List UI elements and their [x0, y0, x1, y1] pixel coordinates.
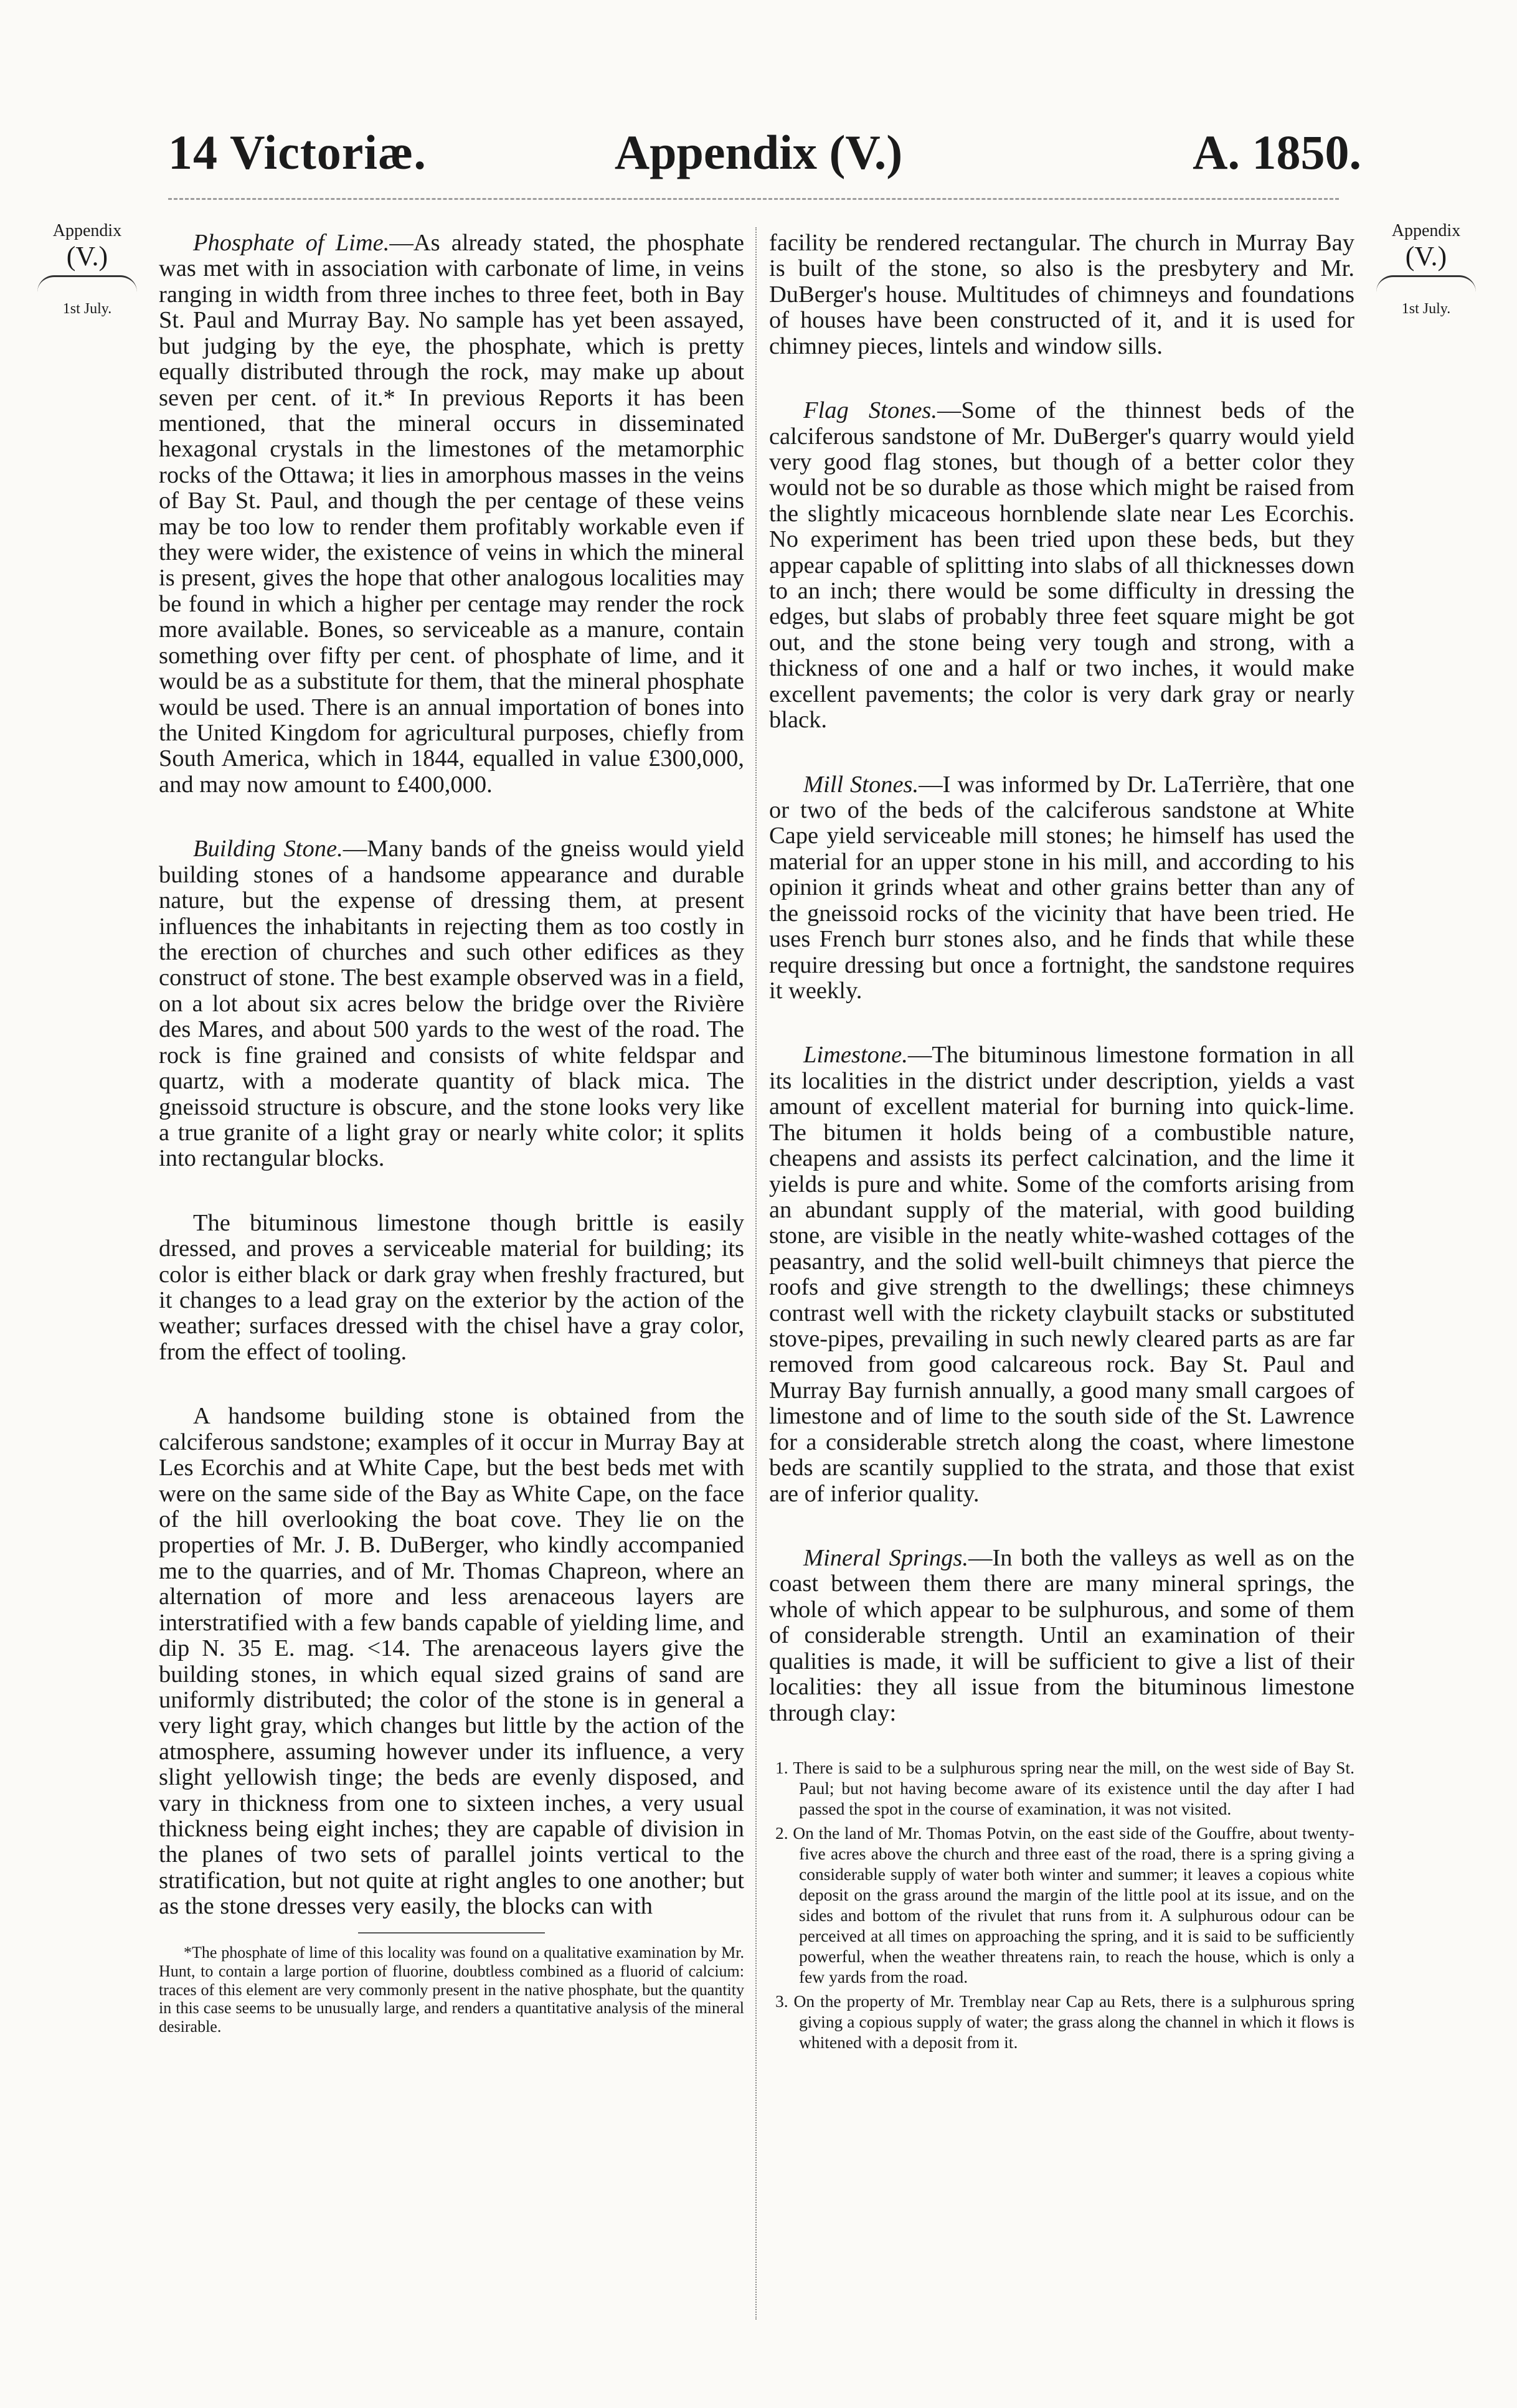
springs-list: [769, 1757, 1354, 2052]
paragraph-phosphate: [159, 230, 744, 798]
list-item: 1. There is said to be a sulphurous spring near the mill, on the west side of Bay St. Paul; but not having become aware of its existence until the day after I had passed the spot in the course of examination, it was not visited.: [775, 1757, 1354, 1818]
paragraph-text: —In both the valleys as well as on the coast between them there are many mineral springs, the whole of which appear to be sulphurous, and some of them of considerable strength. Until an examination of their qualities is made, it will be sufficient to give a list of their localities: they all issue from the bituminous limestone through clay:: [769, 1544, 1354, 1726]
list-item: 2. On the land of Mr. Thomas Potvin, on the east side of the Gouffre, about twenty-five acres above the church and three east of the road, there is a spring giving a considerable supply of water both winter and summer; it leaves a copious white deposit on the grass around the margin of the little pool at its issue, and on the sides and bottom of the rivulet that runs from it. A sulphurous odour can be perceived at all times on approaching the spring, and it is said to be sufficiently powerful, when the weather threatens rain, to reach the house, which is only a few yards from the road.: [775, 1823, 1354, 1986]
paragraph-text: —Some of the thinnest beds of the calciferous sandstone of Mr. DuBerger's quarry would yield very good flag stones, but though of a better color they would not be so durable as those which might be raised from the slightly micaceous hornblende slate near Les Ecorchis. No experiment has been tried upon these beds, but they appear capable of splitting into slabs of all thicknesses down to an inch; there would be some difficulty in dressing the edges, but slabs of probably three feet square might be got out, and the stone being very tough and strong, with a thickness of one and a half or two inches, it would make excellent pavements; the color is very dark gray or nearly black.: [769, 397, 1355, 734]
paragraph-mill-stones: [769, 772, 1354, 1004]
paragraph-handsome-stone: A handsome building stone is obtained from the calciferous sandstone; examples of it occur in Murray Bay at Les Ecorchis and at White Cape, but the best beds met with were on the same side of the Bay as White Cape, on the face of the hill overlooking the boat cove. They lie on the properties of Mr. J. B. DuBerger, who kindly accompanied me to the quarries, and of Mr. Thomas Chapreon, where an alternation of more and less arenaceous layers are interstratified with a few bands capable of yielding lime, and dip N. 35 E. mag. <14. The arenaceous layers give the building stones, in which equal sized grains of sand are uniformly distributed; the color of the stone is in general a very light gray, which changes but little by the action of the atmosphere, assuming however under its influence, a very slight yellowish tinge; the beds are evenly disposed, and vary in thickness from one to sixteen inches, a very usual thickness being eight inches; they are capable of division in the planes of two sets of parallel joints vertical to the stratification, but not quite at right angles to one another; but as the stone dresses very easily, the blocks can with: [159, 1403, 744, 1920]
footnote-text: *The phosphate of lime of this locality was found on a qualitative examination by Mr. Hunt, to contain a large portion of fluorine, doubtless combined as a fluorid of calcium: traces of this element are very commonly present in the native phosphate, but the quantity in this case seems to be unusually large, and renders a quantitative analysis of the mineral desirable.: [159, 1943, 744, 2036]
margin-appendix-label: Appendix: [52, 221, 122, 240]
paragraph-text: —As already stated, the phosphate was met with in association with carbonate of lime, in veins ranging in width from three inches to three feet, both in Bay St. Paul and Murray Bay. No sample has yet been assayed, but judging by the eye, the phosphate, which is pretty equally distributed through the rock, may make up about seven per cent. of it.* In previous Reports it has been mentioned, that the mineral occurs in disseminated hexagonal crystals in the limestones of the metamorphic rocks of the Ottawa; it lies in amorphous masses in the veins of Bay St. Paul, and though the per centage of these veins may be too low to render them profitably workable even if they were wider, the existence of veins in which the mineral is present, gives the hope that other analogous localities may be found in which a higher per centage may render the rock more available. Bones, so serviceable as a manure, contain something over fifty per cent. of phosphate of lime, and it would be as a substitute for them, that the mineral phosphate would be used. There is an annual importation of bones into the United Kingdom for agricultural purposes, chiefly from South America, which in 1844, equalled in value £300,000, and may now amount to £400,000.: [159, 230, 744, 798]
paragraph-text: —The bituminous limestone formation in all its localities in the district under description, yields a vast amount of excellent material for burning into quick-lime. The bitumen it holds being of a combustible nature, cheapens and assists its perfect calcination, and the lime it yields is pure and white. Some of the comforts arising from an abundant supply of the material, with good building stone, are visible in the neatly white-washed cottages of the peasantry, and the solid well-built chimneys that pierce the roofs and give strength to the dwellings; these chimneys contrast well with the rickety claybuilt stacks or substituted stove-pipes, prevailing in such newly cleared parts as are far removed from good calcareous rock. Bay St. Paul and Murray Bay furnish annually, a good many small cargoes of limestone and of lime to the south side of the St. Lawrence for a considerable stretch along the coast, where limestone beds are scantily supplied to the strata, and those that exist are of inferior quality.: [769, 1042, 1354, 1507]
margin-date: 1st July.: [62, 300, 112, 317]
header-volume: 14 Victoriæ.: [168, 125, 427, 179]
section-heading: Building Stone.: [193, 836, 343, 862]
header-title: Appendix (V.): [614, 125, 903, 179]
footnote: [159, 1932, 744, 2036]
section-heading: Mineral Springs.: [803, 1544, 968, 1571]
margin-note-left: [25, 221, 149, 318]
paragraph-bituminous: The bituminous limestone though brittle is easily dressed, and proves a serviceable material for building; its color is either black or dark gray when freshly fractured, but it changes to a lead gray on the exterior by the action of the weather; surfaces dressed with the chisel have a gray color, from the effect of tooling.: [159, 1209, 744, 1365]
margin-appendix-letter: (V.): [66, 241, 108, 272]
section-heading: Flag Stones.: [803, 397, 938, 424]
paragraph-text: —Many bands of the gneiss would yield building stones of a handsome appearance and durable nature, but the expense of dressing them, at present influences the inhabitants in rejecting them as too costly in the erection of churches and such other edifices as they construct of stone. The best example observed was in a field, on a lot about six acres below the bridge over the Rivière des Mares, and about 500 yards to the west of the road. The rock is fine grained and consists of white feldspar and quartz, with a moderate quantity of black mica. The gneissoid structure is obscure, and the stone looks very like a true granite of a light gray or nearly white color; it splits into rectangular blocks.: [159, 836, 744, 1172]
brace-mark: [1376, 275, 1476, 292]
header-year: A. 1850.: [1193, 125, 1361, 179]
column-divider: [755, 227, 757, 2320]
list-item: 3. On the property of Mr. Tremblay near Cap au Rets, there is a sulphurous spring giving a copious supply of water; the grass along the channel in which it flows is whitened with a deposit from it.: [775, 1991, 1354, 2052]
paragraph-limestone: [769, 1042, 1354, 1507]
page-header: [0, 106, 1517, 181]
margin-note-right: [1364, 221, 1488, 318]
paragraph-continuation: facility be rendered rectangular. The church in Murray Bay is built of the stone, so also is the presbytery and Mr. DuBerger's house. Multitudes of chimneys and foundations of houses have been constructed of it, and it is used for chimney pieces, lintels and window sills.: [769, 230, 1354, 359]
section-heading: Limestone.: [803, 1042, 908, 1069]
footnote-rule: [358, 1932, 545, 1933]
paragraph-text: —I was informed by Dr. LaTerrière, that one or two of the beds of the calciferous sandstone at White Cape yield serviceable mill stones; he himself has used the material for an upper stone in his mill, and according to his opinion it grinds wheat and other grains better than any of the gneissoid rocks of the vicinity that have been tried. He uses French burr stones also, and he finds that while these require dressing but once a fortnight, the sandstone requires it weekly.: [769, 771, 1354, 1004]
margin-appendix-label: Appendix: [1391, 221, 1461, 240]
section-heading: Phosphate of Lime.: [193, 230, 390, 256]
margin-date: 1st July.: [1401, 300, 1451, 317]
brace-mark: [37, 275, 137, 292]
paragraph-flag-stones: [769, 398, 1354, 733]
paragraph-building-stone: [159, 836, 744, 1171]
section-heading: Mill Stones.: [803, 771, 919, 798]
left-column: [159, 230, 744, 2036]
paragraph-mineral-springs: [769, 1546, 1354, 1726]
margin-appendix-letter: (V.): [1405, 241, 1447, 272]
header-rule: [168, 198, 1339, 200]
right-column: [769, 230, 1354, 2056]
